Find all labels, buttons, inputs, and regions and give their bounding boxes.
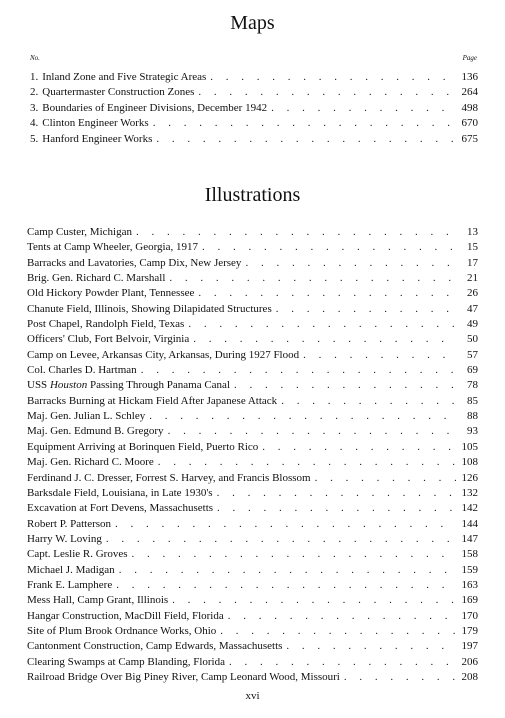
list-item bbox=[27, 240, 478, 255]
entry-page-number: 69 bbox=[467, 364, 478, 377]
list-item bbox=[27, 256, 478, 271]
list-item bbox=[27, 317, 478, 332]
list-item bbox=[30, 132, 478, 147]
dot-leader bbox=[213, 501, 456, 516]
list-item bbox=[27, 486, 478, 501]
list-item bbox=[27, 547, 478, 562]
dot-leader bbox=[132, 225, 456, 240]
entry-page-number: 57 bbox=[467, 348, 478, 361]
dot-leader bbox=[165, 271, 456, 286]
dot-leader bbox=[311, 471, 456, 486]
ship-name: Houston bbox=[49, 379, 88, 392]
entry-label: Maj. Gen. Richard C. Moore bbox=[27, 456, 154, 469]
entry-page-number: 50 bbox=[467, 333, 478, 346]
entry-label: Frank E. Lamphere bbox=[27, 578, 113, 591]
entry-label: Maj. Gen. Julian L. Schley bbox=[27, 410, 146, 423]
entry-number: 4. bbox=[30, 117, 39, 130]
entry-label: Tents at Camp Wheeler, Georgia, 1917 bbox=[27, 241, 198, 254]
dot-leader bbox=[112, 578, 456, 593]
dot-leader bbox=[111, 517, 456, 532]
dot-leader bbox=[230, 378, 456, 393]
entry-page-number: 108 bbox=[461, 456, 478, 469]
entry-page-number: 208 bbox=[461, 670, 478, 683]
entry-page-number: 85 bbox=[467, 394, 478, 407]
list-item bbox=[27, 424, 478, 439]
dot-leader bbox=[277, 394, 456, 409]
dot-leader bbox=[267, 101, 456, 116]
entry-page-number: 144 bbox=[461, 517, 478, 530]
dot-leader bbox=[241, 256, 456, 271]
list-item bbox=[27, 655, 478, 670]
list-item bbox=[27, 394, 478, 409]
entry-page-number: 78 bbox=[467, 379, 478, 392]
entry-page-number: 142 bbox=[461, 502, 478, 515]
page-folio: xvi bbox=[245, 690, 260, 702]
dot-leader bbox=[194, 85, 456, 100]
list-item bbox=[27, 501, 478, 516]
dot-leader bbox=[206, 70, 456, 85]
entry-number: 3. bbox=[30, 101, 39, 114]
entry-page-number: 15 bbox=[467, 241, 478, 254]
dot-leader bbox=[213, 486, 456, 501]
dot-leader bbox=[184, 317, 456, 332]
entry-label: Clinton Engineer Works bbox=[42, 117, 149, 130]
entry-label: Hanford Engineer Works bbox=[42, 132, 153, 145]
list-item bbox=[27, 302, 478, 317]
entry-page-number: 13 bbox=[467, 226, 478, 238]
list-item bbox=[27, 440, 478, 455]
entry-page-number: 163 bbox=[461, 578, 478, 591]
list-item bbox=[27, 455, 478, 470]
entry-label: Clearing Swamps at Camp Blanding, Florida bbox=[27, 655, 225, 668]
entry-label bbox=[27, 378, 230, 393]
entry-page-number: 147 bbox=[461, 532, 478, 545]
entry-label: Capt. Leslie R. Groves bbox=[27, 548, 128, 561]
column-header-number: No. bbox=[30, 54, 40, 62]
entry-page-number: 169 bbox=[461, 594, 478, 607]
entry-label: Cantonment Construction, Camp Edwards, Massachusetts bbox=[27, 640, 283, 653]
entry-page-number: 670 bbox=[461, 117, 478, 130]
entry-label: Camp on Levee, Arkansas City, Arkansas, During 1927 Flood bbox=[27, 348, 300, 361]
entry-page-number: 197 bbox=[461, 640, 478, 653]
dot-leader bbox=[128, 547, 456, 562]
list-item bbox=[27, 271, 478, 286]
dot-leader bbox=[189, 332, 456, 347]
list-item bbox=[27, 378, 478, 393]
entry-number: 5. bbox=[30, 132, 39, 145]
entry-label: Michael J. Madigan bbox=[27, 563, 115, 576]
entry-page-number: 675 bbox=[461, 132, 478, 145]
list-item bbox=[30, 85, 478, 100]
dot-leader bbox=[102, 532, 456, 547]
entry-label: Excavation at Fort Devens, Massachusetts bbox=[27, 502, 214, 515]
entry-label: Ferdinand J. C. Dresser, Forrest S. Harvey, and Francis Blossom bbox=[27, 471, 311, 484]
entry-label: Brig. Gen. Richard C. Marshall bbox=[27, 272, 166, 285]
dot-leader bbox=[137, 363, 456, 378]
entry-page-number: 170 bbox=[461, 609, 478, 622]
list-item bbox=[27, 624, 478, 639]
entry-page-number: 132 bbox=[461, 486, 478, 499]
dot-leader bbox=[149, 116, 456, 131]
maps-heading: Maps bbox=[230, 12, 275, 34]
list-item bbox=[27, 363, 478, 378]
dot-leader bbox=[194, 286, 456, 301]
entry-label: Robert P. Patterson bbox=[27, 517, 112, 530]
list-item bbox=[27, 348, 478, 363]
entry-page-number: 26 bbox=[467, 287, 478, 300]
dot-leader bbox=[258, 440, 456, 455]
dot-leader bbox=[152, 132, 456, 147]
dot-leader bbox=[115, 563, 456, 578]
entry-label: Col. Charles D. Hartman bbox=[27, 364, 137, 377]
entry-page-number: 136 bbox=[461, 71, 478, 83]
dot-leader bbox=[224, 609, 456, 624]
entry-page-number: 105 bbox=[461, 440, 478, 453]
entry-label: Camp Custer, Michigan bbox=[27, 226, 132, 238]
entry-label-text: Passing Through Panama Canal bbox=[87, 379, 230, 392]
entry-label: Old Hickory Powder Plant, Tennessee bbox=[27, 287, 195, 300]
illustrations-list bbox=[27, 225, 478, 685]
list-item bbox=[27, 593, 478, 608]
list-item bbox=[27, 670, 478, 685]
entry-page-number: 179 bbox=[461, 624, 478, 637]
entry-page-number: 93 bbox=[467, 425, 478, 438]
list-item bbox=[27, 332, 478, 347]
list-item bbox=[27, 639, 478, 654]
dot-leader bbox=[225, 655, 456, 670]
entry-label: Site of Plum Brook Ordnance Works, Ohio bbox=[27, 624, 217, 637]
entry-page-number: 17 bbox=[467, 256, 478, 269]
list-item bbox=[27, 225, 478, 240]
entry-label: Railroad Bridge Over Big Piney River, Camp Leonard Wood, Missouri bbox=[27, 670, 340, 683]
dot-leader bbox=[340, 670, 456, 685]
list-item bbox=[27, 532, 478, 547]
entry-label: Equipment Arriving at Borinquen Field, Puerto Rico bbox=[27, 440, 259, 453]
entry-page-number: 158 bbox=[461, 548, 478, 561]
entry-label: Barksdale Field, Louisiana, in Late 1930's bbox=[27, 486, 213, 499]
illustrations-heading: Illustrations bbox=[204, 184, 301, 206]
dot-leader bbox=[299, 348, 456, 363]
entry-label: Mess Hall, Camp Grant, Illinois bbox=[27, 594, 169, 607]
entry-page-number: 126 bbox=[461, 471, 478, 484]
dot-leader bbox=[168, 593, 456, 608]
dot-leader bbox=[164, 424, 456, 439]
dot-leader bbox=[145, 409, 456, 424]
dot-leader bbox=[282, 639, 456, 654]
dot-leader bbox=[154, 455, 456, 470]
entry-label: Chanute Field, Illinois, Showing Dilapidated Structures bbox=[27, 302, 272, 315]
list-item bbox=[27, 578, 478, 593]
entry-number: 2. bbox=[30, 86, 39, 99]
list-item bbox=[27, 286, 478, 301]
entry-label: Barracks and Lavatories, Camp Dix, New Jersey bbox=[27, 256, 242, 269]
entry-label: Boundaries of Engineer Divisions, December 1942 bbox=[42, 101, 268, 114]
dot-leader bbox=[272, 302, 456, 317]
entry-page-number: 47 bbox=[467, 302, 478, 315]
entry-page-number: 264 bbox=[461, 86, 478, 99]
entry-label: Harry W. Loving bbox=[27, 532, 102, 545]
dot-leader bbox=[216, 624, 456, 639]
list-item bbox=[27, 471, 478, 486]
entry-label-text: USS bbox=[27, 379, 50, 392]
entry-number: 1. bbox=[30, 71, 39, 83]
list-item bbox=[27, 563, 478, 578]
list-item bbox=[30, 116, 478, 131]
list-item bbox=[27, 609, 478, 624]
entry-label: Quartermaster Construction Zones bbox=[42, 86, 195, 99]
entry-page-number: 159 bbox=[461, 563, 478, 576]
entry-page-number: 88 bbox=[467, 410, 478, 423]
entry-label: Barracks Burning at Hickam Field After Japanese Attack bbox=[27, 394, 278, 407]
entry-page-number: 206 bbox=[461, 655, 478, 668]
list-item bbox=[27, 409, 478, 424]
list-item bbox=[30, 101, 478, 116]
entry-page-number: 49 bbox=[467, 318, 478, 331]
entry-label: Post Chapel, Randolph Field, Texas bbox=[27, 318, 185, 331]
list-item bbox=[30, 70, 478, 85]
dot-leader bbox=[198, 240, 456, 255]
column-header-page: Page bbox=[462, 54, 477, 62]
entry-label: Inland Zone and Five Strategic Areas bbox=[42, 71, 207, 83]
entry-label: Officers' Club, Fort Belvoir, Virginia bbox=[27, 333, 190, 346]
entry-page-number: 21 bbox=[467, 272, 478, 285]
entry-label: Maj. Gen. Edmund B. Gregory bbox=[27, 425, 164, 438]
entry-page-number: 498 bbox=[461, 101, 478, 114]
maps-list bbox=[30, 70, 478, 147]
list-item bbox=[27, 517, 478, 532]
entry-label: Hangar Construction, MacDill Field, Florida bbox=[27, 609, 224, 622]
